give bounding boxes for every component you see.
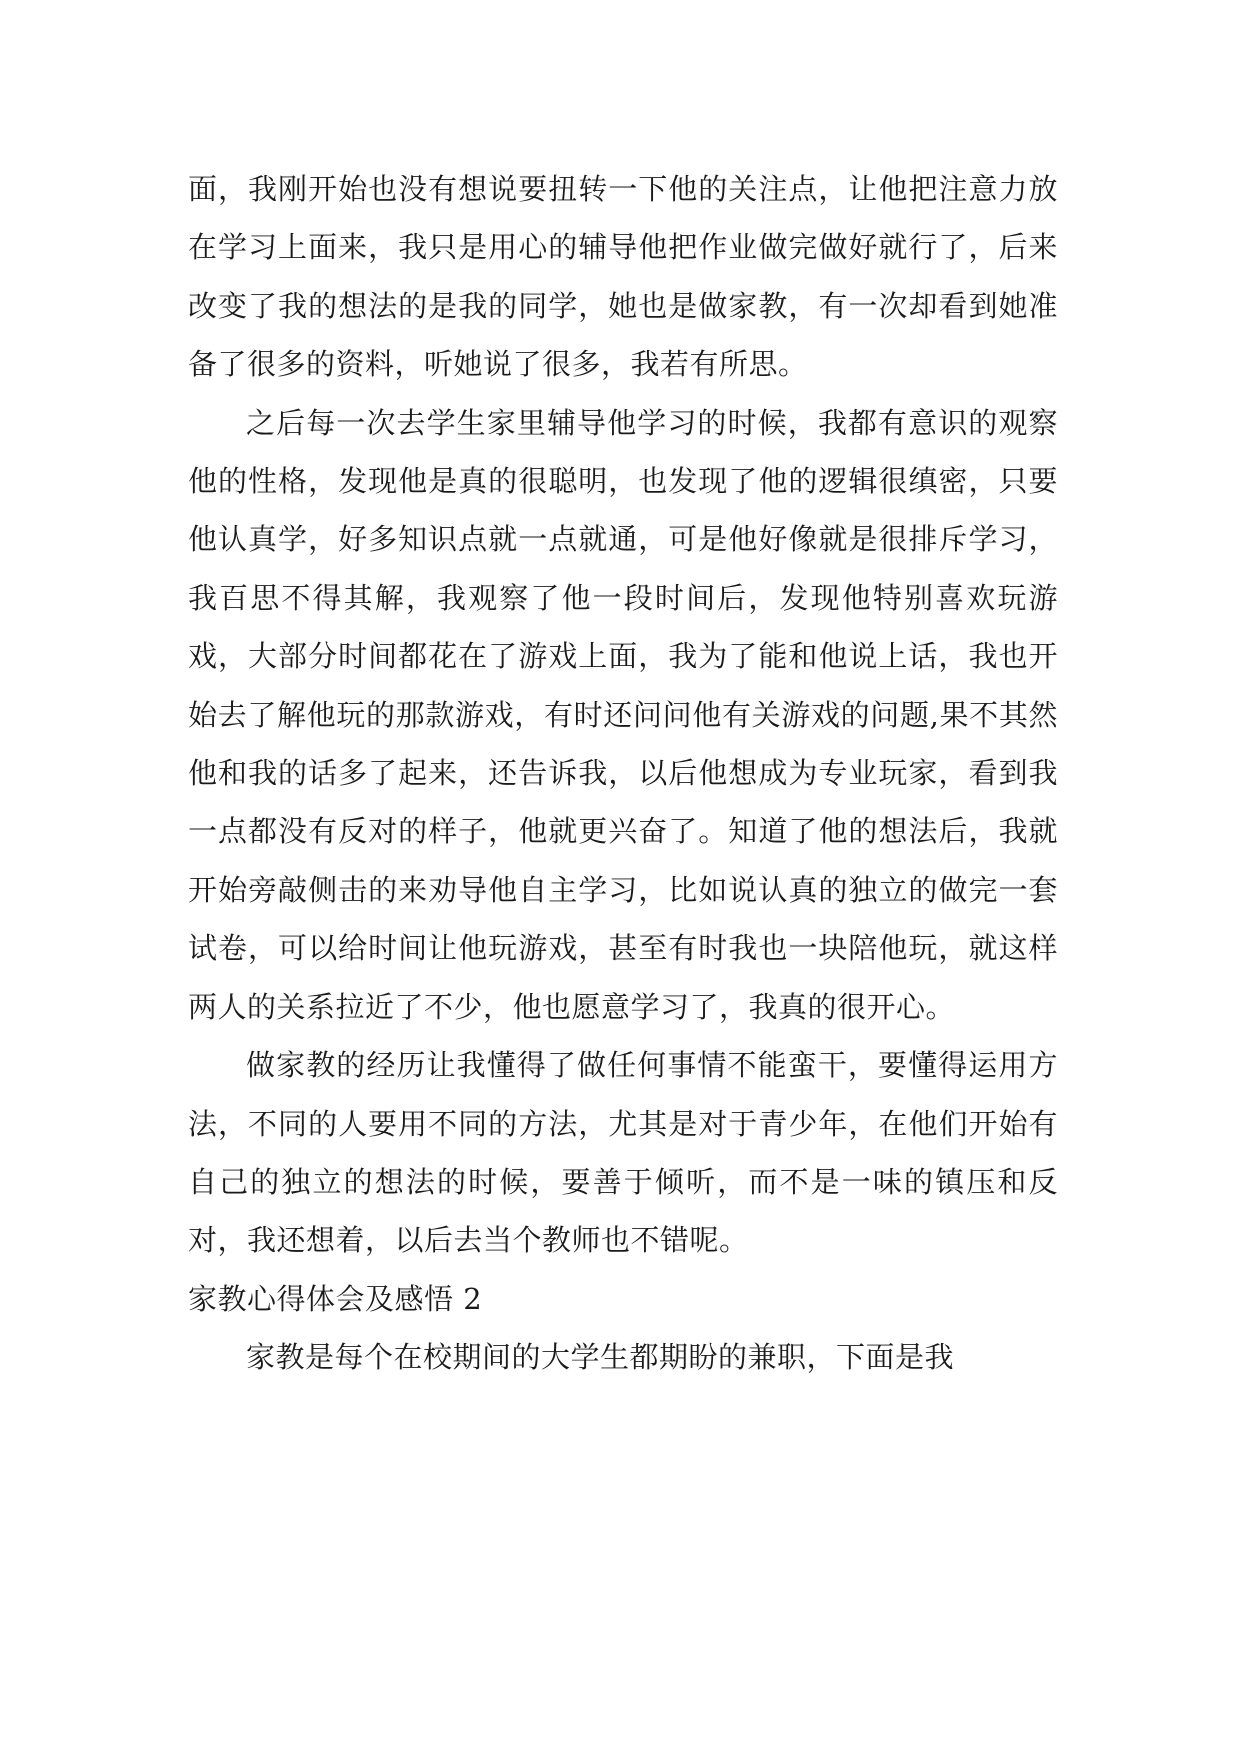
paragraph-3: 做家教的经历让我懂得了做任何事情不能蛮干，要懂得运用方法，不同的人要用不同的方法，尤其是对于青少年，在他们开始有自己的独立的想法的时候，要善于倾听，而不是一味的镇压和反对，我还想着，以后去当个教师也不错呢。 <box>188 1048 1058 1258</box>
document-body <box>188 160 1058 1387</box>
paragraph-4: 家教是每个在校期间的大学生都期盼的兼职，下面是我 <box>246 1340 955 1375</box>
section-heading: 家教心得体会及感悟 2 <box>188 1281 483 1316</box>
paragraph-2: 之后每一次去学生家里辅导他学习的时候，我都有意识的观察他的性格，发现他是真的很聪明，也发现了他的逻辑很缜密，只要他认真学，好多知识点就一点就通，可是他好像就是很排斥学习，我百思不得其解，我观察了他一段时间后，发现他特别喜欢玩游戏，大部分时间都花在了游戏上面，我为了能和他说上话，我也开始去了解他玩的那款游戏，有时还问问他有关游戏的问题,果不其然他和我的话多了起来，还告诉我，以后他想成为专业玩家，看到我一点都没有反对的样子，他就更兴奋了。知道了他的想法后，我就开始旁敲侧击的来劝导他自主学习，比如说认真的独立的做完一套试卷，可以给时间让他玩游戏，甚至有时我也一块陪他玩，就这样两人的关系拉近了不少，他也愿意学习了，我真的很开心。 <box>188 405 1058 1024</box>
paragraph-1: 面，我刚开始也没有想说要扭转一下他的关注点，让他把注意力放在学习上面来，我只是用心的辅导他把作业做完做好就行了，后来改变了我的想法的是我的同学，她也是做家教，有一次却看到她准备了很多的资料，听她说了很多，我若有所思。 <box>188 172 1058 382</box>
